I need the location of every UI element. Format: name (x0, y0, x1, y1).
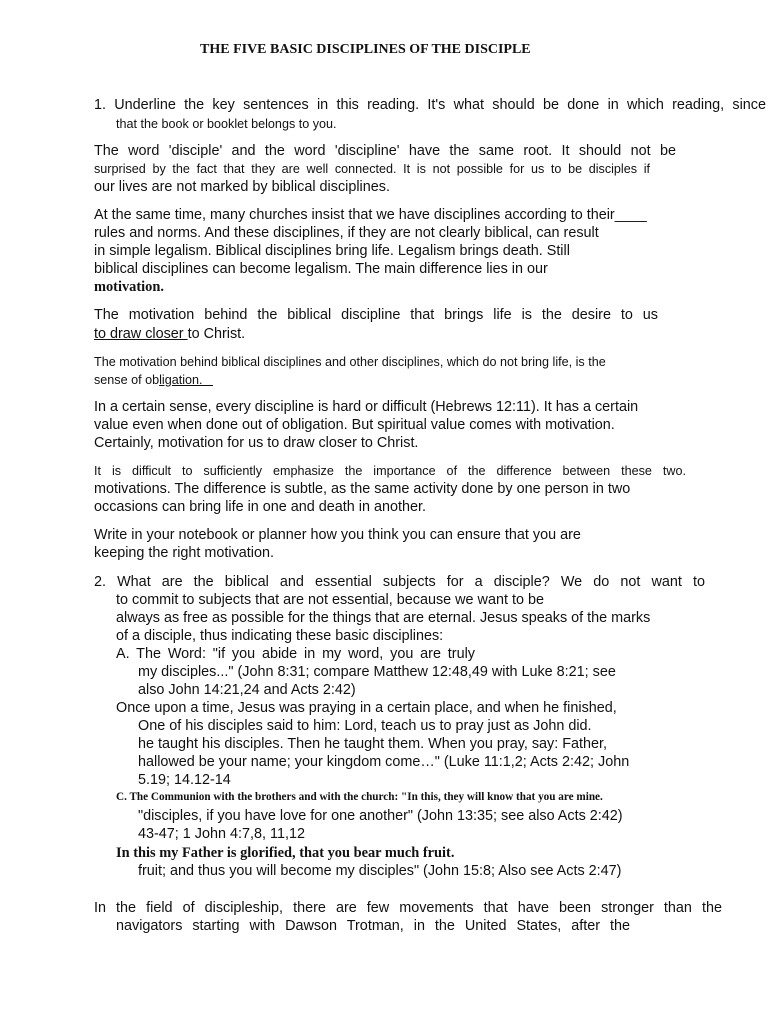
paragraph-5-underlined-text: ligation. (159, 373, 214, 387)
paragraph-9-line-1: 2. What are the biblical and essential subjects for a disciple? We do not want to (94, 574, 705, 590)
paragraph-3-line-1-text: At the same time, many churches insist that we have disciplines according to their (94, 207, 615, 223)
paragraph-9-line-4: of a disciple, thus indicating these basic disciplines: (116, 628, 444, 644)
paragraph-10-line-2: navigators starting with Dawson Trotman, in the United States, after the (116, 918, 630, 934)
paragraph-4-underlined-text: to draw closer (94, 326, 188, 342)
paragraph-4-line-2-rest: to Christ. (187, 326, 246, 342)
item-a-line-2: my disciples..." (John 8:31; compare Matthew 12:48,49 with Luke 8:21; see (138, 664, 616, 680)
paragraph-5-line-2-text: sense of ob (94, 373, 160, 387)
paragraph-3-line-2: rules and norms. And these disciplines, if they are not clearly biblical, can result (94, 225, 599, 241)
paragraph-7-line-1: It is difficult to sufficiently emphasize the importance of the difference between these two. (94, 464, 686, 478)
paragraph-9-line-2: to commit to subjects that are not essential, because we want to be (116, 592, 544, 608)
paragraph-9-line-3: always as free as possible for the things that are eternal. Jesus speaks of the marks (116, 610, 651, 626)
paragraph-2-line-1: The word 'disciple' and the word 'discipline' have the same root. It should not be (94, 143, 676, 159)
paragraph-1-line-2: that the book or booklet belongs to you. (116, 117, 337, 131)
item-b-line-5: 5.19; 14.12-14 (138, 772, 231, 788)
paragraph-1-line-1: 1. Underline the key sentences in this reading. It's what should be done in which reading, since (94, 97, 766, 113)
paragraph-7-line-3: occasions can bring life in one and death in another. (94, 499, 427, 515)
paragraph-3-blank: ____ (614, 207, 647, 223)
paragraph-6-line-1: In a certain sense, every discipline is hard or difficult (Hebrews 12:11). It has a certain (94, 399, 639, 415)
item-b-line-4: hallowed be your name; your kingdom come…" (Luke 11:1,2; Acts 2:42; John (138, 754, 630, 770)
item-c-line-2: "disciples, if you have love for one another" (John 13:35; see also Acts 2:42) (138, 808, 623, 824)
paragraph-2-line-2: surprised by the fact that they are well connected. It is not possible for us to be disciples if (94, 162, 650, 176)
item-a-line-3: also John 14:21,24 and Acts 2:42) (138, 682, 356, 698)
paragraph-10-line-1: In the field of discipleship, there are few movements that have been stronger than the (94, 900, 722, 916)
paragraph-3-line-3: in simple legalism. Biblical disciplines bring life. Legalism brings death. Still (94, 243, 570, 259)
paragraph-5-line-1: The motivation behind biblical disciplines and other disciplines, which do not bring life, is the (94, 355, 606, 369)
item-b-line-2: One of his disciples said to him: Lord, teach us to pray just as John did. (138, 718, 592, 734)
paragraph-8-line-2: keeping the right motivation. (94, 545, 274, 561)
paragraph-7-line-2: motivations. The difference is subtle, as the same activity done by one person in two (94, 481, 631, 497)
item-b-line-1: Once upon a time, Jesus was praying in a certain place, and when he finished, (116, 700, 617, 716)
paragraph-5-line-2 (94, 372, 213, 389)
item-a-line-1: A. The Word: "if you abide in my word, you are truly (116, 646, 475, 662)
paragraph-6-line-3: Certainly, motivation for us to draw closer to Christ. (94, 435, 419, 451)
item-c-line-3: 43-47; 1 John 4:7,8, 11,12 (138, 826, 305, 842)
paragraph-8-line-1: Write in your notebook or planner how you think you can ensure that you are (94, 527, 581, 543)
page-title: THE FIVE BASIC DISCIPLINES OF THE DISCIPLE (200, 42, 531, 57)
paragraph-6-line-2: value even when done out of obligation. But spiritual value comes with motivation. (94, 417, 615, 433)
item-c-line-1: C. The Communion with the brothers and with the church: "In this, they will know that you are mine. (116, 791, 603, 803)
paragraph-2-line-3: our lives are not marked by biblical disciplines. (94, 179, 390, 195)
paragraph-3-line-4: biblical disciplines can become legalism. The main difference lies in our (94, 261, 548, 277)
item-d-line-2: fruit; and thus you will become my disciples" (John 15:8; Also see Acts 2:47) (138, 863, 622, 879)
paragraph-4-line-2 (94, 326, 245, 343)
paragraph-3-line-5: motivation. (94, 279, 164, 295)
item-b-line-3: he taught his disciples. Then he taught them. When you pray, say: Father, (138, 736, 608, 752)
paragraph-4-line-1: The motivation behind the biblical discipline that brings life is the desire to us (94, 307, 658, 323)
item-d-line-1: In this my Father is glorified, that you bear much fruit. (116, 845, 455, 861)
paragraph-3-line-1 (94, 207, 647, 224)
